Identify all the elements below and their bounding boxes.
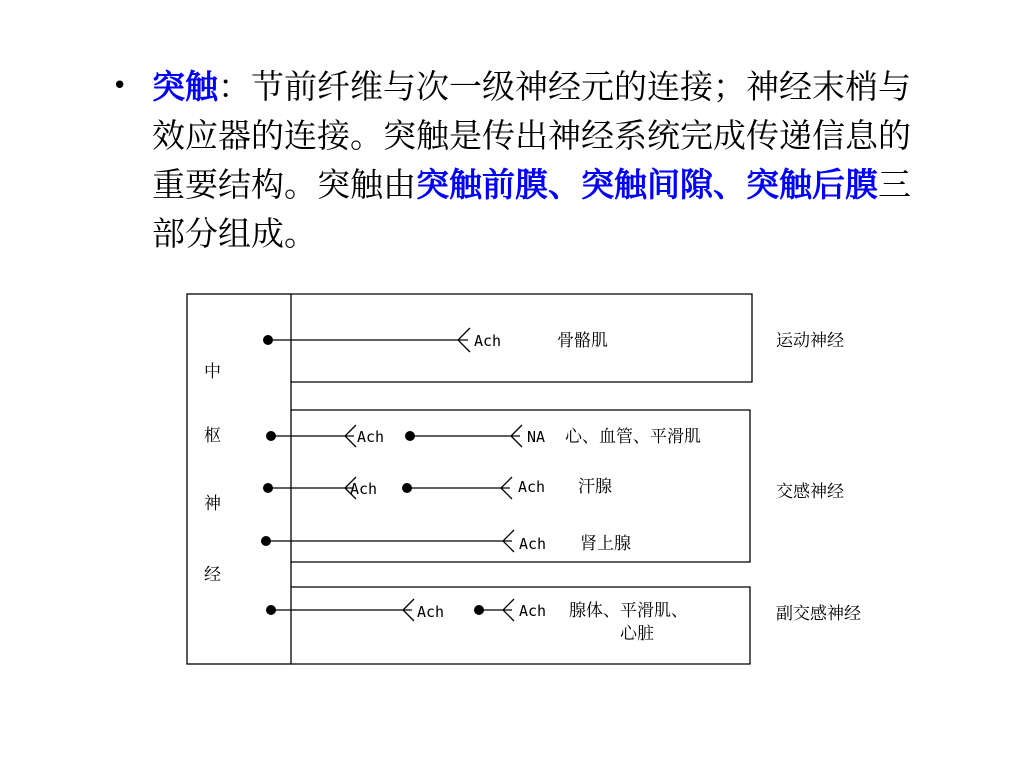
term-synapse: 突触	[152, 67, 218, 106]
para-target-label-line1: 腺体、平滑肌、	[569, 601, 688, 621]
motor-bracket	[291, 294, 752, 382]
symp-heart-ganglion	[405, 431, 415, 441]
adrenal-ach-label: Ach	[519, 535, 547, 553]
symp-heart-na-label: NA	[527, 428, 546, 446]
para-target-label-line2: 心脏	[620, 624, 654, 644]
cns-char-2: 枢	[204, 426, 221, 446]
group-label-parasympathetic: 副交感神经	[776, 604, 861, 624]
cns-char-4: 经	[204, 565, 221, 585]
separator-2: 、	[713, 165, 746, 204]
symp-sweat-post-ach-label: Ach	[518, 478, 546, 496]
motor-target-label: 骨骼肌	[557, 331, 608, 351]
para-ganglion	[474, 605, 484, 615]
symp-sweat-target-label: 汗腺	[578, 477, 612, 497]
symp-sweat-pre-ach-label: Ach	[350, 480, 378, 498]
symp-heart-pre-ach-label: Ach	[357, 428, 385, 446]
para-pre-ach-label: Ach	[417, 603, 445, 621]
motor-ach-label: Ach	[474, 332, 502, 350]
symp-sweat-ganglion	[402, 483, 412, 493]
term-presynaptic-membrane: 突触前膜	[416, 165, 548, 204]
adrenal-target-label: 肾上腺	[580, 534, 631, 554]
definition-text: 节前纤维与次一级神经元的连接；神经末梢与效应器的连接。突触是传出神经系统完成传递信息的重要结构。突触由	[152, 67, 911, 204]
term-colon: ：	[218, 67, 251, 106]
para-post-ach-label: Ach	[519, 602, 547, 620]
group-label-motor: 运动神经	[776, 331, 844, 351]
separator-1: 、	[548, 165, 581, 204]
term-postsynaptic-membrane: 突触后膜	[746, 165, 878, 204]
cns-char-3: 神	[204, 494, 221, 514]
group-label-sympathetic: 交感神经	[776, 482, 844, 502]
term-synaptic-cleft: 突触间隙	[581, 165, 713, 204]
adrenal-neuron-body	[261, 536, 271, 546]
parasympathetic-bracket	[291, 587, 750, 664]
cns-char-1: 中	[204, 362, 221, 382]
bullet-marker: •	[112, 71, 128, 101]
motor-neuron-body	[263, 335, 273, 345]
closing-text: 三部分组成。	[152, 165, 911, 253]
para-pre-body	[266, 605, 276, 615]
symp-sweat-pre-body	[263, 483, 273, 493]
symp-heart-target-label: 心、血管、平滑肌	[565, 427, 701, 447]
symp-heart-pre-body	[266, 431, 276, 441]
